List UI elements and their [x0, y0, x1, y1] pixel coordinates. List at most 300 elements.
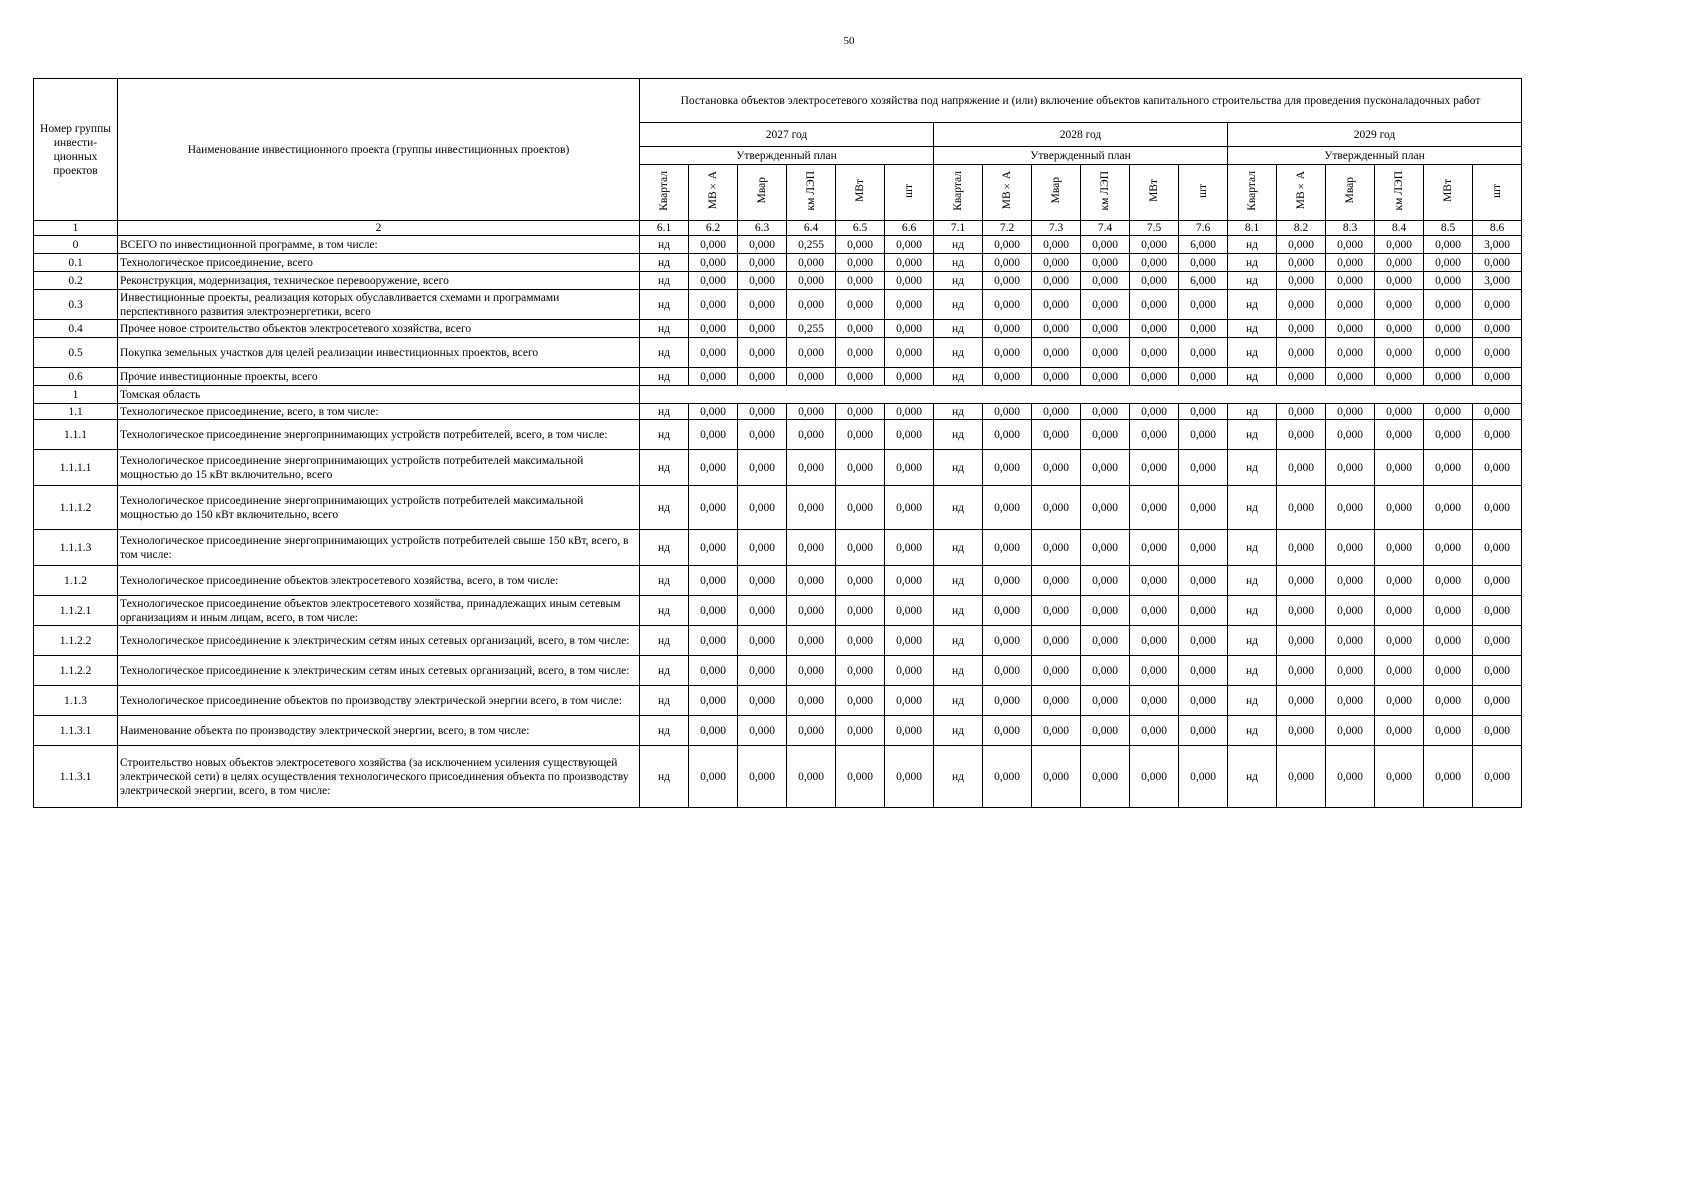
value-cell: 0,000: [885, 596, 934, 626]
value-cell: 0,000: [836, 368, 885, 386]
value-cell: 0,000: [1473, 716, 1522, 746]
value-cell: 0,000: [787, 626, 836, 656]
header-plan-2027: Утвержденный план: [640, 147, 934, 165]
value-cell: 0,000: [689, 686, 738, 716]
value-cell: 0,000: [1326, 486, 1375, 530]
value-cell: 0,000: [738, 716, 787, 746]
unit-label: Мвар: [1344, 177, 1356, 204]
column-index: 7.2: [983, 221, 1032, 236]
value-cell: нд: [640, 596, 689, 626]
value-cell: 0,000: [836, 420, 885, 450]
row-name: Технологическое присоединение энергопринимающих устройств потребителей максимальной мощностью до 150 кВт включительно, всего: [118, 486, 640, 530]
value-cell: 0,000: [738, 338, 787, 368]
value-cell: 0,000: [787, 656, 836, 686]
value-cell: 0,000: [1179, 320, 1228, 338]
column-index: 2: [118, 221, 640, 236]
row-name: Наименование объекта по производству электрической энергии, всего, в том числе:: [118, 716, 640, 746]
value-cell: 0,000: [1375, 746, 1424, 808]
value-cell: нд: [640, 486, 689, 530]
value-cell: 0,000: [836, 404, 885, 420]
value-cell: 0,000: [1326, 656, 1375, 686]
value-cell: 0,000: [787, 338, 836, 368]
value-cell: 0,000: [1081, 236, 1130, 254]
unit-header: [1081, 165, 1130, 221]
value-cell: нд: [640, 420, 689, 450]
row-name: Технологическое присоединение энергопринимающих устройств потребителей свыше 150 кВт, всего, в том числе:: [118, 530, 640, 566]
value-cell: 0,000: [689, 450, 738, 486]
value-cell: 0,000: [1032, 236, 1081, 254]
row-code: 1.1.3.1: [34, 716, 118, 746]
value-cell: 0,000: [1130, 530, 1179, 566]
value-cell: нд: [1228, 254, 1277, 272]
investment-table: [33, 78, 1522, 808]
table-row: [34, 716, 1522, 746]
column-index: 6.3: [738, 221, 787, 236]
row-code: 0.3: [34, 290, 118, 320]
value-cell: нд: [934, 566, 983, 596]
value-cell: нд: [640, 746, 689, 808]
value-cell: 0,000: [689, 404, 738, 420]
value-cell: 0,000: [689, 656, 738, 686]
value-cell: 0,000: [1326, 404, 1375, 420]
value-cell: 0,000: [787, 420, 836, 450]
value-cell: 0,000: [1473, 404, 1522, 420]
unit-label: км ЛЭП: [1393, 170, 1405, 211]
value-cell: 0,000: [1473, 596, 1522, 626]
header-project-name: Наименование инвестиционного проекта (группы инвестиционных проектов): [118, 79, 640, 221]
unit-label: Мвар: [756, 177, 768, 204]
value-cell: 0,000: [836, 450, 885, 486]
value-cell: 0,000: [885, 626, 934, 656]
value-cell: 0,000: [1130, 404, 1179, 420]
value-cell: 0,000: [1326, 420, 1375, 450]
value-cell: 0,000: [836, 530, 885, 566]
column-index: 6.6: [885, 221, 934, 236]
value-cell: нд: [934, 530, 983, 566]
value-cell: 0,000: [787, 746, 836, 808]
value-cell: 0,000: [738, 290, 787, 320]
value-cell: 0,000: [1424, 626, 1473, 656]
empty-value-cell: [640, 386, 1522, 404]
value-cell: 0,000: [1326, 320, 1375, 338]
value-cell: 0,000: [836, 486, 885, 530]
unit-header: [1424, 165, 1473, 221]
value-cell: 0,000: [787, 290, 836, 320]
value-cell: 0,000: [1473, 420, 1522, 450]
value-cell: 0,000: [1130, 290, 1179, 320]
unit-label: шт: [1197, 183, 1209, 198]
header-plan-2029: Утвержденный план: [1228, 147, 1522, 165]
column-index: 7.4: [1081, 221, 1130, 236]
row-code: 1.1.1: [34, 420, 118, 450]
value-cell: 0,000: [1081, 530, 1130, 566]
value-cell: 0,000: [1130, 338, 1179, 368]
row-name: Технологическое присоединение объектов электросетевого хозяйства, всего, в том числе:: [118, 566, 640, 596]
value-cell: 0,000: [885, 530, 934, 566]
value-cell: 0,000: [787, 486, 836, 530]
value-cell: 0,000: [1130, 566, 1179, 596]
value-cell: нд: [1228, 596, 1277, 626]
value-cell: 0,000: [983, 596, 1032, 626]
value-cell: 0,000: [1277, 236, 1326, 254]
value-cell: 0,000: [1424, 746, 1473, 808]
unit-header: [1277, 165, 1326, 221]
unit-label: Квартал: [658, 170, 670, 211]
value-cell: 0,000: [1130, 320, 1179, 338]
unit-label: Мвар: [1050, 177, 1062, 204]
unit-label: шт: [903, 183, 915, 198]
unit-header: [1228, 165, 1277, 221]
value-cell: нд: [934, 450, 983, 486]
value-cell: 0,000: [1179, 290, 1228, 320]
value-cell: 0,000: [1277, 626, 1326, 656]
value-cell: 0,000: [1277, 450, 1326, 486]
column-index: 6.1: [640, 221, 689, 236]
value-cell: 0,000: [1375, 686, 1424, 716]
table-body: [34, 236, 1522, 808]
value-cell: 0,000: [1424, 368, 1473, 386]
value-cell: 0,000: [1473, 686, 1522, 716]
table-row: [34, 746, 1522, 808]
value-cell: 0,000: [1081, 566, 1130, 596]
value-cell: 0,000: [1375, 486, 1424, 530]
value-cell: 3,000: [1473, 236, 1522, 254]
value-cell: 0,000: [1277, 596, 1326, 626]
value-cell: 0,000: [1179, 596, 1228, 626]
value-cell: 0,000: [1032, 626, 1081, 656]
value-cell: 0,000: [836, 716, 885, 746]
unit-label: МВ×А: [707, 171, 719, 210]
unit-header: [1130, 165, 1179, 221]
value-cell: 0,000: [689, 420, 738, 450]
value-cell: 0,000: [1081, 716, 1130, 746]
value-cell: нд: [640, 290, 689, 320]
value-cell: 0,000: [1473, 746, 1522, 808]
value-cell: 0,000: [1081, 368, 1130, 386]
column-index: 7.6: [1179, 221, 1228, 236]
value-cell: 0,000: [689, 320, 738, 338]
value-cell: 0,000: [738, 486, 787, 530]
value-cell: 0,000: [1424, 596, 1473, 626]
value-cell: нд: [1228, 626, 1277, 656]
value-cell: 0,000: [1277, 686, 1326, 716]
value-cell: 0,000: [1179, 686, 1228, 716]
value-cell: 0,000: [1375, 656, 1424, 686]
value-cell: 0,000: [1424, 320, 1473, 338]
unit-label: МВ×А: [1295, 171, 1307, 210]
value-cell: 0,000: [836, 338, 885, 368]
value-cell: 0,000: [1326, 716, 1375, 746]
value-cell: 0,000: [1081, 596, 1130, 626]
value-cell: 0,000: [787, 530, 836, 566]
row-name: Технологическое присоединение энергопринимающих устройств потребителей максимальной мощностью до 15 кВт включительно, всего: [118, 450, 640, 486]
value-cell: 0,000: [1473, 320, 1522, 338]
header-year-2029: 2029 год: [1228, 123, 1522, 147]
value-cell: 0,000: [1326, 290, 1375, 320]
value-cell: нд: [934, 626, 983, 656]
column-index: 8.6: [1473, 221, 1522, 236]
value-cell: 0,000: [1424, 236, 1473, 254]
unit-label: км ЛЭП: [1099, 170, 1111, 211]
value-cell: 0,000: [738, 530, 787, 566]
value-cell: 0,000: [689, 626, 738, 656]
value-cell: 0,000: [836, 596, 885, 626]
row-code: 1.1.2.2: [34, 656, 118, 686]
value-cell: 0,000: [1424, 450, 1473, 486]
row-name: Томская область: [118, 386, 640, 404]
value-cell: 0,000: [1032, 566, 1081, 596]
value-cell: 0,000: [1179, 450, 1228, 486]
value-cell: 0,000: [1081, 450, 1130, 486]
value-cell: 0,000: [787, 566, 836, 596]
value-cell: 0,000: [983, 272, 1032, 290]
value-cell: 0,000: [1130, 596, 1179, 626]
value-cell: 0,000: [836, 236, 885, 254]
value-cell: 0,000: [1424, 420, 1473, 450]
value-cell: 0,000: [983, 686, 1032, 716]
value-cell: 0,000: [1424, 486, 1473, 530]
value-cell: 0,000: [787, 272, 836, 290]
value-cell: 0,000: [1326, 236, 1375, 254]
value-cell: 0,000: [738, 626, 787, 656]
value-cell: 0,000: [1326, 686, 1375, 716]
value-cell: 0,000: [1277, 530, 1326, 566]
table-row: [34, 596, 1522, 626]
value-cell: 0,000: [738, 746, 787, 808]
page-number: 50: [843, 35, 855, 47]
value-cell: 0,000: [689, 338, 738, 368]
value-cell: 0,000: [1375, 566, 1424, 596]
row-name: Технологическое присоединение к электрическим сетям иных сетевых организаций, всего, в том числе:: [118, 656, 640, 686]
column-index: 8.4: [1375, 221, 1424, 236]
unit-label: МВт: [1148, 179, 1160, 202]
row-code: 1.1: [34, 404, 118, 420]
value-cell: 0,000: [1081, 290, 1130, 320]
table-row: [34, 272, 1522, 290]
value-cell: 0,000: [1179, 420, 1228, 450]
row-code: 0.4: [34, 320, 118, 338]
value-cell: нд: [934, 716, 983, 746]
row-code: 0.2: [34, 272, 118, 290]
value-cell: 0,000: [689, 566, 738, 596]
value-cell: 0,000: [1277, 746, 1326, 808]
value-cell: 0,000: [1179, 530, 1228, 566]
value-cell: 0,000: [1130, 656, 1179, 686]
value-cell: нд: [640, 404, 689, 420]
value-cell: 0,000: [738, 420, 787, 450]
value-cell: 0,000: [1473, 338, 1522, 368]
value-cell: 0,000: [1277, 272, 1326, 290]
value-cell: 0,000: [983, 254, 1032, 272]
value-cell: 0,000: [1424, 254, 1473, 272]
value-cell: 0,000: [885, 404, 934, 420]
value-cell: 0,000: [885, 320, 934, 338]
unit-header: [983, 165, 1032, 221]
value-cell: 0,000: [1179, 486, 1228, 530]
column-index: 8.5: [1424, 221, 1473, 236]
value-cell: 0,000: [1473, 254, 1522, 272]
value-cell: 0,000: [1424, 338, 1473, 368]
value-cell: нд: [1228, 320, 1277, 338]
value-cell: 0,000: [1081, 338, 1130, 368]
row-code: 0.6: [34, 368, 118, 386]
value-cell: 0,000: [885, 254, 934, 272]
value-cell: нд: [640, 450, 689, 486]
value-cell: 0,000: [1032, 596, 1081, 626]
value-cell: 0,000: [738, 596, 787, 626]
table-row: [34, 368, 1522, 386]
header-plan-2028: Утвержденный план: [934, 147, 1228, 165]
value-cell: нд: [934, 486, 983, 530]
value-cell: 0,000: [1424, 686, 1473, 716]
value-cell: нд: [1228, 716, 1277, 746]
table-row: [34, 254, 1522, 272]
value-cell: 0,000: [983, 368, 1032, 386]
value-cell: 0,000: [1375, 290, 1424, 320]
value-cell: 0,000: [738, 566, 787, 596]
unit-header: [1375, 165, 1424, 221]
value-cell: 0,000: [1375, 320, 1424, 338]
value-cell: 0,000: [836, 320, 885, 338]
unit-header: [640, 165, 689, 221]
value-cell: 0,000: [1424, 566, 1473, 596]
row-code: 1.1.3.1: [34, 746, 118, 808]
value-cell: нд: [640, 368, 689, 386]
value-cell: 0,000: [983, 320, 1032, 338]
value-cell: 0,000: [1473, 486, 1522, 530]
value-cell: 0,000: [1081, 272, 1130, 290]
value-cell: нд: [934, 686, 983, 716]
value-cell: 0,000: [1277, 656, 1326, 686]
row-code: 1.1.2.2: [34, 626, 118, 656]
unit-label: шт: [1491, 183, 1503, 198]
value-cell: 0,000: [1032, 656, 1081, 686]
value-cell: 0,000: [1130, 626, 1179, 656]
value-cell: 0,000: [1130, 236, 1179, 254]
value-cell: нд: [1228, 530, 1277, 566]
row-code: 0: [34, 236, 118, 254]
value-cell: 0,000: [983, 404, 1032, 420]
row-name: Технологическое присоединение к электрическим сетям иных сетевых организаций, всего, в том числе:: [118, 626, 640, 656]
table-row: [34, 320, 1522, 338]
header-group-number: Номер группы инвести-ционных проектов: [34, 79, 118, 221]
value-cell: нд: [934, 320, 983, 338]
value-cell: 0,000: [1375, 716, 1424, 746]
value-cell: 0,000: [983, 450, 1032, 486]
value-cell: нд: [934, 368, 983, 386]
value-cell: 0,000: [1179, 626, 1228, 656]
value-cell: 0,000: [689, 596, 738, 626]
value-cell: 0,000: [983, 626, 1032, 656]
value-cell: нд: [934, 420, 983, 450]
value-cell: 0,000: [1277, 486, 1326, 530]
value-cell: 0,000: [787, 450, 836, 486]
row-code: 0.5: [34, 338, 118, 368]
unit-header: [1032, 165, 1081, 221]
value-cell: 0,000: [787, 596, 836, 626]
value-cell: 0,000: [1326, 596, 1375, 626]
row-name: Технологическое присоединение объектов электросетевого хозяйства, принадлежащих иным сетевым организациям и иным лицам, всего, в том числе:: [118, 596, 640, 626]
value-cell: 0,000: [738, 450, 787, 486]
value-cell: 0,000: [1081, 686, 1130, 716]
unit-header: [787, 165, 836, 221]
value-cell: 0,000: [1130, 716, 1179, 746]
value-cell: 0,000: [1032, 254, 1081, 272]
value-cell: 0,000: [1375, 338, 1424, 368]
value-cell: нд: [934, 236, 983, 254]
value-cell: 0,000: [1424, 530, 1473, 566]
column-index: 8.3: [1326, 221, 1375, 236]
value-cell: нд: [640, 656, 689, 686]
value-cell: 0,000: [1130, 686, 1179, 716]
value-cell: 0,000: [983, 338, 1032, 368]
table-row: [34, 420, 1522, 450]
value-cell: 0,000: [1277, 338, 1326, 368]
table-row: [34, 626, 1522, 656]
value-cell: 0,000: [1179, 254, 1228, 272]
table-row: [34, 530, 1522, 566]
row-code: 1.1.2.1: [34, 596, 118, 626]
value-cell: нд: [934, 338, 983, 368]
unit-label: Квартал: [1246, 170, 1258, 211]
value-cell: 0,000: [885, 746, 934, 808]
row-name: Технологическое присоединение энергопринимающих устройств потребителей, всего, в том числе:: [118, 420, 640, 450]
value-cell: 0,000: [1179, 404, 1228, 420]
table-row: [34, 404, 1522, 420]
table-row: [34, 290, 1522, 320]
value-cell: нд: [1228, 404, 1277, 420]
header-year-2027: 2027 год: [640, 123, 934, 147]
value-cell: 0,000: [1473, 566, 1522, 596]
value-cell: 0,000: [885, 420, 934, 450]
unit-label: МВт: [1442, 179, 1454, 202]
unit-header: [1179, 165, 1228, 221]
value-cell: нд: [1228, 236, 1277, 254]
column-index: 6.2: [689, 221, 738, 236]
value-cell: нд: [640, 686, 689, 716]
value-cell: 0,000: [1081, 746, 1130, 808]
unit-header: [689, 165, 738, 221]
value-cell: 0,000: [885, 450, 934, 486]
value-cell: 0,000: [1032, 290, 1081, 320]
value-cell: 3,000: [1473, 272, 1522, 290]
value-cell: 6,000: [1179, 272, 1228, 290]
value-cell: 0,000: [787, 254, 836, 272]
value-cell: 0,000: [983, 566, 1032, 596]
row-name: Технологическое присоединение, всего, в том числе:: [118, 404, 640, 420]
value-cell: 0,000: [1326, 272, 1375, 290]
value-cell: 0,000: [983, 746, 1032, 808]
value-cell: 0,000: [885, 716, 934, 746]
value-cell: 0,000: [1326, 530, 1375, 566]
value-cell: 0,000: [1277, 320, 1326, 338]
value-cell: 0,000: [1179, 368, 1228, 386]
value-cell: 0,000: [1326, 450, 1375, 486]
unit-header: [934, 165, 983, 221]
value-cell: нд: [1228, 450, 1277, 486]
value-cell: 0,000: [1424, 290, 1473, 320]
value-cell: 0,000: [689, 272, 738, 290]
header-main-title: Постановка объектов электросетевого хозяйства под напряжение и (или) включение объектов капитального строительства для проведения пусконаладочных работ: [640, 79, 1522, 123]
value-cell: 0,000: [689, 530, 738, 566]
column-index: 1: [34, 221, 118, 236]
row-name: ВСЕГО по инвестиционной программе, в том числе:: [118, 236, 640, 254]
value-cell: 0,000: [1424, 716, 1473, 746]
index-row: [34, 221, 1522, 236]
value-cell: 0,000: [1179, 656, 1228, 686]
value-cell: нд: [934, 746, 983, 808]
unit-header: [836, 165, 885, 221]
